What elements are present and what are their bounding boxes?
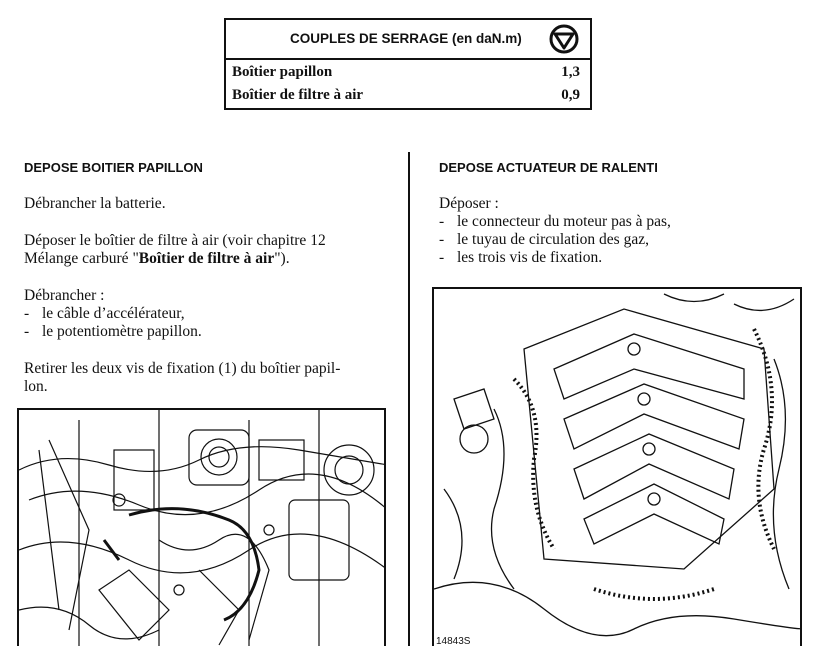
list-item-text: les trois vis de fixation.	[457, 249, 603, 266]
left-paragraph-filter-line2	[24, 250, 290, 268]
torque-table-title: COUPLES DE SERRAGE (en daN.m)	[290, 31, 522, 46]
list-item: - le potentiomètre papillon.	[24, 323, 202, 340]
torque-row	[232, 64, 580, 86]
right-paragraph-remove: Déposer :	[439, 195, 499, 212]
left-paragraph-filter-pre: Mélange carburé "	[24, 250, 139, 267]
torque-row-label: Boîtier papillon	[232, 64, 333, 80]
left-paragraph-battery: Débrancher la batterie.	[24, 195, 166, 212]
torque-row-label: Boîtier de filtre à air	[232, 87, 364, 103]
list-item-text: le connecteur du moteur pas à pas,	[457, 213, 671, 230]
throttle-body-illustration	[17, 408, 386, 646]
left-paragraph-screws-line2: lon.	[24, 378, 48, 395]
left-paragraph-screws-line1: Retirer les deux vis de fixation (1) du boîtier papil-	[24, 360, 341, 377]
torque-row	[232, 87, 580, 109]
idle-actuator-illustration	[432, 287, 802, 646]
list-item: - les trois vis de fixation.	[439, 249, 603, 266]
torque-table-header	[226, 20, 590, 60]
torque-row-value: 1,3	[561, 64, 580, 80]
list-item-text: le câble d’accélérateur,	[42, 305, 185, 322]
list-item-text: le potentiomètre papillon.	[42, 323, 202, 340]
left-paragraph-filter-bold: Boîtier de filtre à air	[138, 250, 275, 267]
left-section-heading: DEPOSE BOITIER PAPILLON	[24, 160, 203, 175]
torque-row-value: 0,9	[561, 87, 580, 103]
left-paragraph-filter-line1: Déposer le boîtier de filtre à air (voir chapitre 12	[24, 232, 326, 249]
list-item: - le tuyau de circulation des gaz,	[439, 231, 649, 248]
right-section-heading: DEPOSE ACTUATEUR DE RALENTI	[439, 160, 658, 175]
figure-reference-code: 14843S	[436, 636, 471, 646]
list-item: - le connecteur du moteur pas à pas,	[439, 213, 671, 230]
torque-wrench-triangle-icon	[548, 24, 580, 54]
list-item: - le câble d’accélérateur,	[24, 305, 185, 322]
left-paragraph-disconnect: Débrancher :	[24, 287, 105, 304]
torque-table	[224, 18, 592, 110]
list-item-text: le tuyau de circulation des gaz,	[457, 231, 649, 248]
left-paragraph-filter-post: ").	[274, 250, 290, 267]
column-divider	[408, 152, 410, 646]
